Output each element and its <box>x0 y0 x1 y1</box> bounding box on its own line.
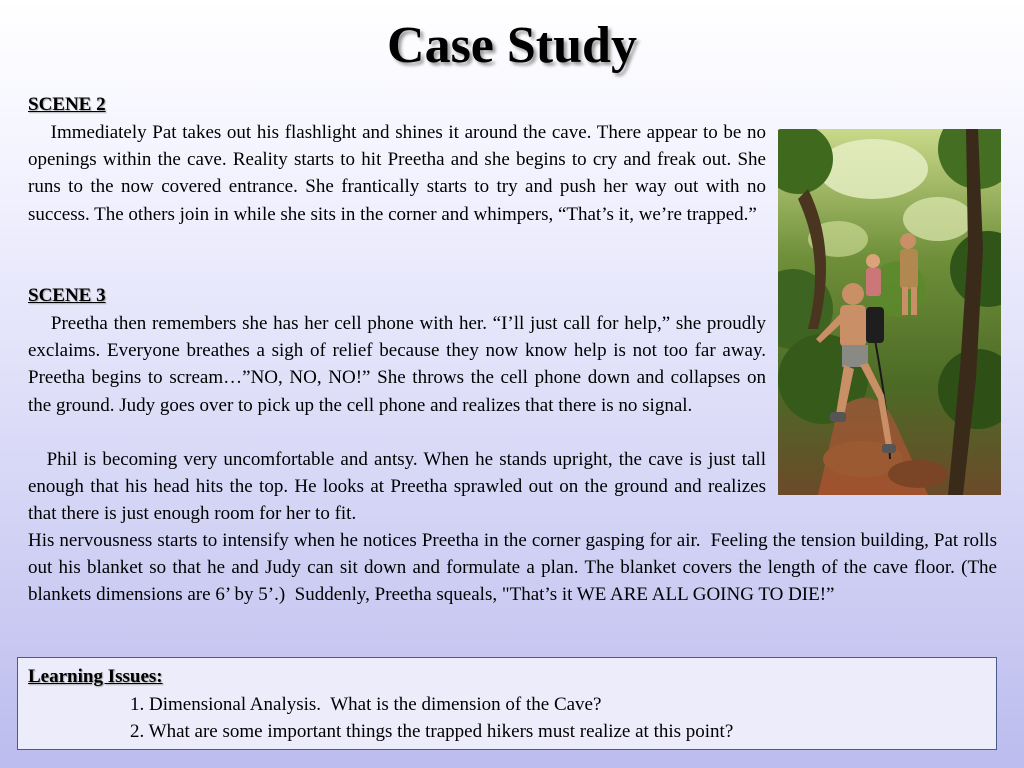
slide-title: Case Study <box>387 17 637 74</box>
learning-issues-box <box>17 657 997 750</box>
learning-issue-item: 2. What are some important things the trapped hikers must realize at this point? <box>130 721 734 742</box>
learning-issue-item: 1. Dimensional Analysis. What is the dimension of the Cave? <box>130 694 602 715</box>
hikers-photo <box>778 129 1001 495</box>
scene-3-paragraph-2: Phil is becoming very uncomfortable and antsy. When he stands upright, the cave is just tall enough that his head hits the top. He looks at Preetha sprawled out on the ground and realizes that there is just enough room for her to fit. <box>28 449 766 525</box>
learning-issues-heading: Learning Issues: <box>28 666 163 687</box>
scene-3-heading: SCENE 3 <box>28 285 106 306</box>
scene-3-paragraph-1: Preetha then remembers she has her cell phone with her. “I’ll just call for help,” she proudly exclaims. Everyone breathes a sigh of relief because they now know help is not too far away. Preetha begins to scream…”NO, NO, NO!” She throws the cell phone down and collapses on the ground. Judy goes over to pick up the cell phone and realizes that there is no signal. <box>28 313 766 416</box>
scene-2-heading: SCENE 2 <box>28 94 106 115</box>
scene-2-text: Immediately Pat takes out his flashlight and shines it around the cave. There appear to be no openings within the cave. Reality starts to hit Preetha and she begins to cry and freak out. She runs to the now covered entrance. She frantically starts to try and push her way out with no success. The others join in while she sits in the corner and whimpers, “That’s it, we’re trapped.” <box>28 122 766 225</box>
scene-3-paragraph-3: His nervousness starts to intensify when he notices Preetha in the corner gasping for air. Feeling the tension building, Pat rolls out his blanket so that he and Judy can sit down and formulate a plan. The blanket covers the length of the cave floor. (The blankets dimensions are 6’ by 5’.) Suddenly, Preetha squeals, "That’s it WE ARE ALL GOING TO DIE!” <box>28 530 997 606</box>
